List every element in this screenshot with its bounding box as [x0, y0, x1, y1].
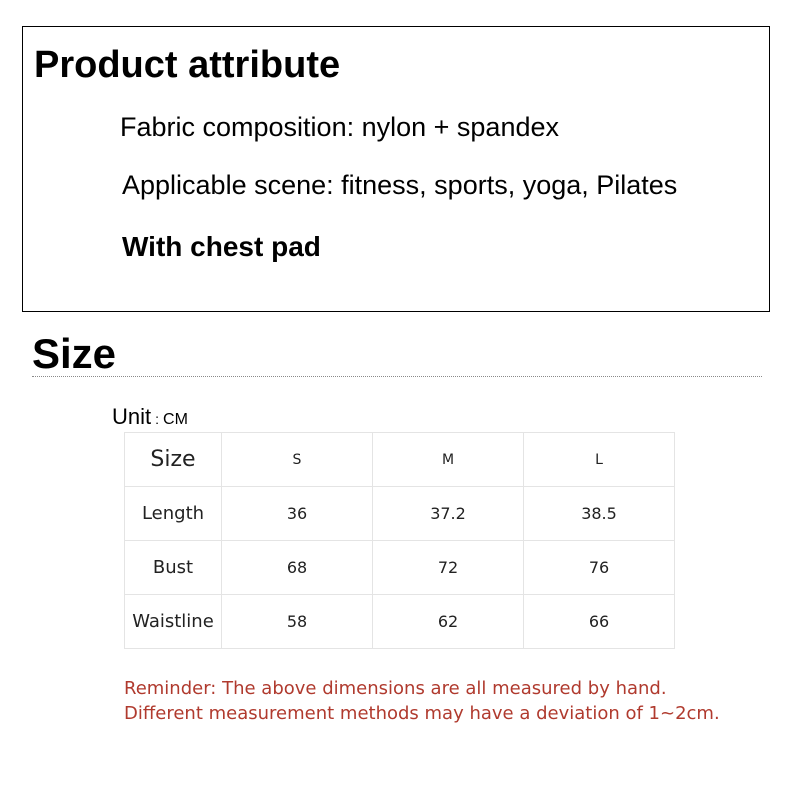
table-cell: 36: [222, 487, 373, 541]
table-header-cell: M: [373, 433, 524, 487]
table-row: [125, 595, 675, 649]
table-cell: 37.2: [373, 487, 524, 541]
chest-pad-text: With chest pad: [122, 231, 321, 262]
fabric-composition-text: Fabric composition: nylon + spandex: [120, 112, 559, 142]
table-row-label: Length: [125, 487, 222, 541]
table-header-cell: L: [524, 433, 675, 487]
table-header-row: [125, 433, 675, 487]
table-cell: 76: [524, 541, 675, 595]
unit-separator: :: [155, 411, 160, 427]
reminder-line-1: Reminder: The above dimensions are all measured by hand.: [124, 678, 667, 699]
table-row-label: Waistline: [125, 595, 222, 649]
table-row-label: Bust: [125, 541, 222, 595]
table-header-cell: Size: [125, 433, 222, 487]
table-cell: 62: [373, 595, 524, 649]
reminder-line-2: Different measurement methods may have a deviation of 1~2cm.: [124, 703, 720, 724]
table-row: [125, 487, 675, 541]
table-header-cell: S: [222, 433, 373, 487]
reminder-note: [124, 676, 720, 726]
applicable-scene-text: Applicable scene: fitness, sports, yoga, Pilates: [122, 170, 678, 200]
table-cell: 38.5: [524, 487, 675, 541]
size-table: [124, 432, 675, 649]
unit-label-text: Unit: [112, 404, 152, 429]
table-row: [125, 541, 675, 595]
product-attribute-box: [22, 26, 770, 312]
table-cell: 66: [524, 595, 675, 649]
unit-value: CM: [163, 411, 188, 428]
table-cell: 58: [222, 595, 373, 649]
table-cell: 68: [222, 541, 373, 595]
table-cell: 72: [373, 541, 524, 595]
unit-label: [112, 404, 188, 433]
product-attribute-title: Product attribute: [34, 44, 341, 86]
size-heading: Size: [32, 330, 117, 377]
size-divider: [32, 376, 762, 377]
